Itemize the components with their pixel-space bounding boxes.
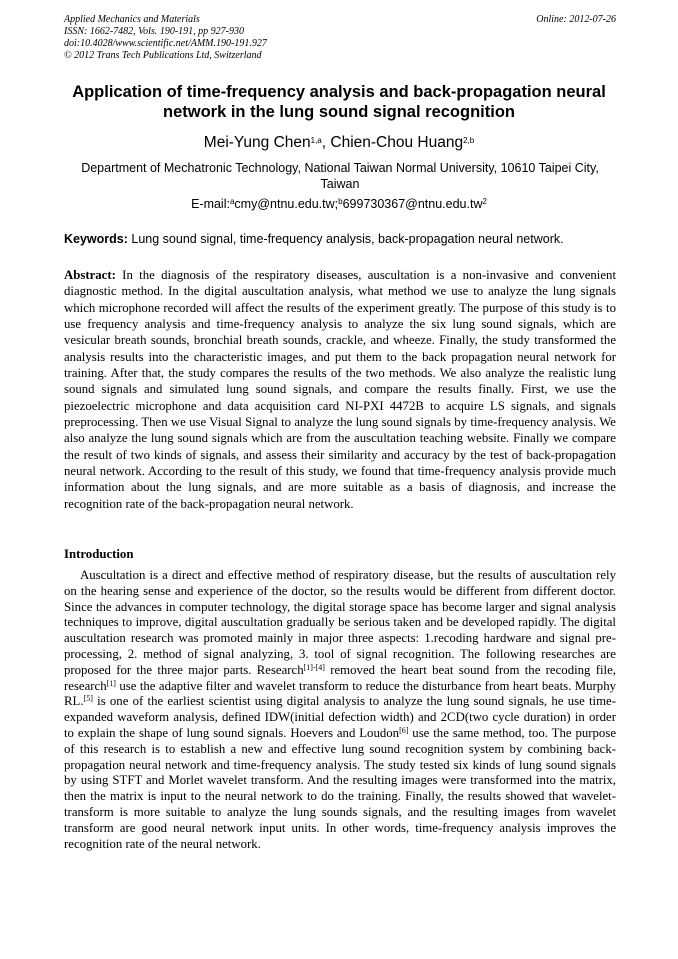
citation-ref: [6] — [399, 725, 409, 735]
email-line — [0, 197, 678, 212]
keywords-text: Lung sound signal, time-frequency analysis, back-propagation neural network. — [127, 232, 564, 246]
keywords-label: Keywords: — [64, 232, 128, 246]
email-address: cmy@ntnu.edu.tw; — [234, 197, 339, 211]
doi-line: doi:10.4028/www.scientific.net/AMM.190-191.927 — [64, 38, 267, 49]
citation-ref: [1] — [106, 678, 116, 688]
citation-ref: [5] — [83, 694, 93, 704]
intro-text: Auscultation is a direct and effective method of respiratory disease, but the results of auscultation rely on the hearing sense and experience of the doctor, so the results would be different from different doctor. Since the advances in computer technology, the digital storage space has become larger and signal analysis techniques to improve, digital auscultation gradually be serious taken and be developed rapidly. The digital auscultation research was promoted mainly in major three aspects: 1.recoding hardware and signal pre-processing, 2. method of signal analyzing, 3. tool of signal recognition. The following researches are proposed for the three major parts. Research — [64, 568, 616, 677]
author-affiliation-mark: 2,b — [463, 136, 475, 145]
section-heading-introduction: Introduction — [64, 547, 134, 561]
journal-header — [64, 14, 616, 62]
affiliation: Department of Mechatronic Technology, National Taiwan Normal University, 10610 Taipei City, Taiwan — [81, 161, 599, 191]
journal-name: Applied Mechanics and Materials — [64, 14, 200, 25]
author-separator: , — [321, 134, 331, 151]
intro-text: removed the heart beat sound from the recoding file, research — [64, 662, 616, 693]
author-name: Chien-Chou Huang — [330, 134, 464, 151]
introduction-paragraph — [64, 568, 616, 852]
author-list — [0, 133, 678, 153]
abstract — [64, 267, 616, 512]
email-address: 699730367@ntnu.edu.tw — [342, 197, 483, 211]
abstract-text: In the diagnosis of the respiratory diseases, auscultation is a non-invasive and convenient diagnostic method. In the digital auscultation analysis, what method we use to analyze the lung signals which microphone recorded will affect the results of the experiment greatly. The purpose of this study is to use frequency analysis and time-frequency analysis to analyze the six lung sound signals, which are vesicular breath sounds, bronchial breath sounds, crackle, and wheeze. Finally, the study transformed the analysis results into the characteristic images, and put them to the back propagation neural network for training. After that, the study compares the results of the two methods. We also analyze the realistic lung sound signals and simulated lung sound signals, and compare the results finally. First, we use the piezoelectric microphone and data acquisition card NI-PXI 4472B to acquire LS signals, and signals preprocessing. Then we use Visual Signal to analyze the lung sound signals by time-frequency analysis. We also analyze the lung sound signals which are from the auscultation teaching website. Finally we compare the result of two kinds of signals, and assess their similarity and accuracy by the test of back-propagation neural network. According to the result of this study, we found that time-frequency analysis provide much information about the lung signals, and are more suitable as a basis of diagnosis, and increase the recognition rate of the back-propagation neural network. — [64, 268, 616, 511]
issn-line: ISSN: 1662-7482, Vols. 190-191, pp 927-930 — [64, 26, 244, 37]
keywords — [64, 232, 616, 247]
intro-text: is one of the earliest scientist using digital analysis to analyze the lung sound signals, he use time-expanded waveform analysis, defined IDW(initial defection width) and 2CD(two cycle duration) in order to explain the shape of lung sound signals. Hoevers and Loudon — [64, 694, 616, 740]
email-mark: b — [338, 197, 343, 206]
citation-ref: [1]-[4] — [303, 662, 325, 672]
email-mark: 2 — [482, 197, 487, 206]
abstract-label: Abstract: — [64, 268, 116, 282]
intro-text: use the same method, too. The purpose of this research is to establish a new and effective lung sound recognition system by combining back-propagation neural network and time-frequency analysis. The study tested six kinds of lung sound signals by using STFT and Morlet wavelet transform. And the resulting images were transformed into the matrix, then the matrix is input to the neural network to do the training. Finally, the results showed that wavelet-transform is more suitable to analyze the lung sounds signals, and the resulting images from wavelet transform are good neural network input units. In other words, time-frequency analysis improves the recognition rate of the neural network. — [64, 725, 616, 851]
email-prefix: E-mail: — [191, 197, 230, 211]
author-name: Mei-Yung Chen — [203, 134, 311, 151]
paper-title: Application of time-frequency analysis and back-propagation neural network in the lung sound signal recognition — [72, 83, 606, 121]
intro-text: use the adaptive filter and wavelet transform to reduce the disturbance from heart beats. Murphy RL. — [64, 678, 616, 709]
online-date: Online: 2012-07-26 — [536, 14, 616, 25]
email-mark: a — [229, 197, 235, 206]
author-affiliation-mark: 1,a — [310, 136, 322, 145]
copyright-line: © 2012 Trans Tech Publications Ltd, Switzerland — [64, 50, 262, 61]
